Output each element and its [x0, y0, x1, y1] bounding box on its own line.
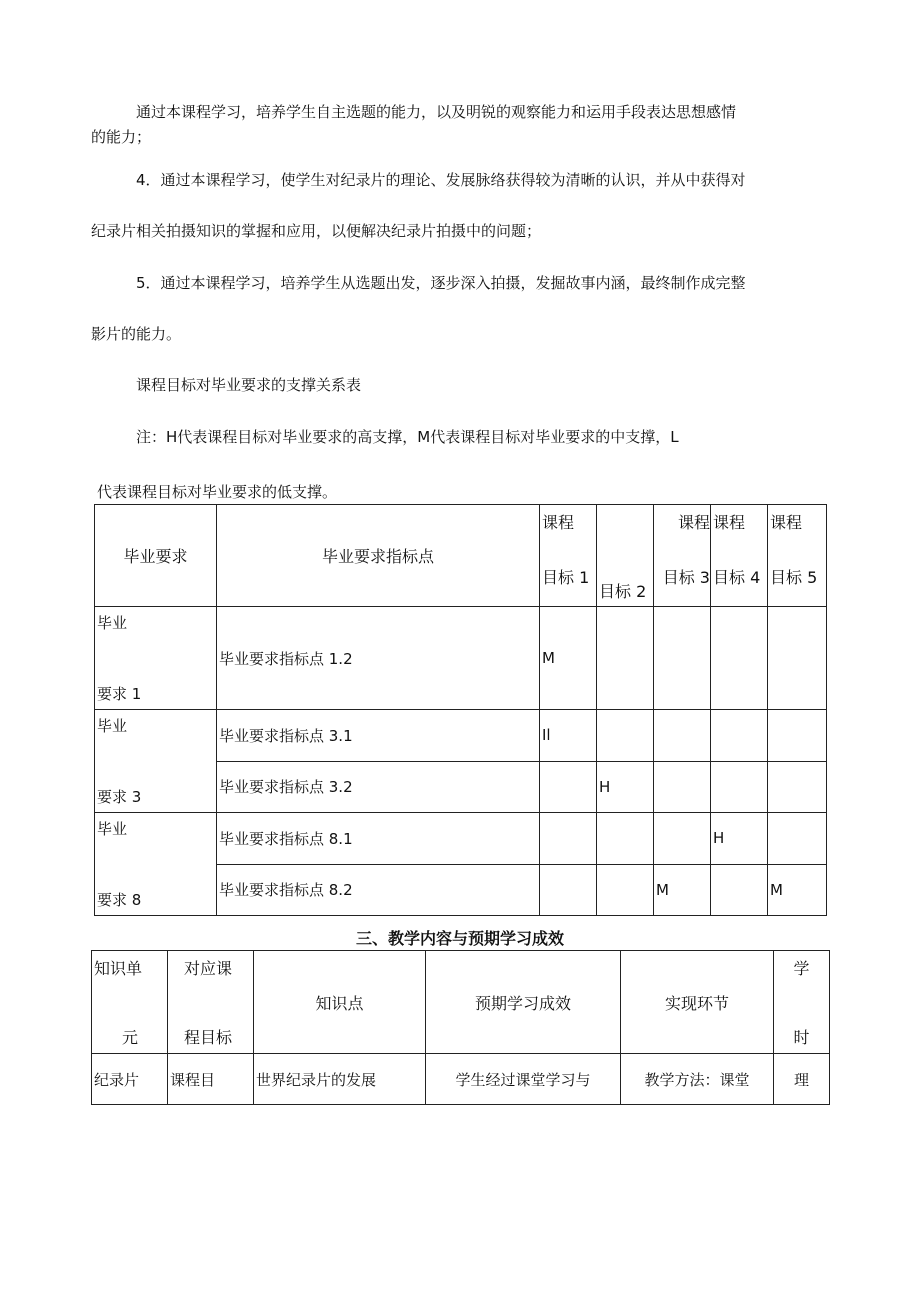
goal-2-cell: H — [597, 761, 654, 813]
indicator-cell: 毕业要求指标点 8.2 — [217, 864, 540, 916]
header-hours — [774, 951, 830, 1054]
goal-2-cell — [597, 710, 654, 762]
indicator-cell: 毕业要求指标点 8.1 — [217, 813, 540, 865]
header-goal-4-top: 课程 — [713, 512, 746, 532]
header-goal-5-bottom: 目标 5 — [770, 567, 818, 587]
goal-1-cell — [540, 761, 597, 813]
indicator-cell: 毕业要求指标点 1.2 — [217, 607, 540, 710]
indicator-cell: 毕业要求指标点 3.1 — [217, 710, 540, 762]
goal-5-cell: M — [768, 864, 827, 916]
goal-2-cell — [597, 607, 654, 710]
goal-4-cell — [711, 864, 768, 916]
requirement-label-bottom: 要求 8 — [97, 891, 142, 909]
goal-1-cell — [540, 813, 597, 865]
header-goal-3 — [654, 505, 711, 607]
goal-2-cell — [597, 813, 654, 865]
implementation-cell: 教学方法：课堂 — [621, 1054, 774, 1105]
section-3-title: 三、教学内容与预期学习成效 — [355, 929, 564, 948]
header-implementation: 实现环节 — [621, 951, 774, 1054]
header-course-goal-bottom: 程目标 — [184, 1028, 233, 1047]
header-indicator: 毕业要求指标点 — [217, 505, 540, 607]
header-goal-3-top: 课程 — [677, 512, 710, 532]
header-goal-5-top: 课程 — [770, 512, 803, 532]
requirement-label-top: 毕业 — [97, 614, 128, 632]
goal-1-cell: Il — [540, 710, 597, 762]
requirement-label-bottom: 要求 3 — [97, 788, 142, 806]
table-row — [95, 710, 827, 762]
content-table-header-row — [92, 951, 830, 1054]
knowledge-point-cell: 世界纪录片的发展 — [254, 1054, 426, 1105]
goal-3-cell: M — [654, 864, 711, 916]
note-line-1: 注：H代表课程目标对毕业要求的高支撑，M代表课程目标对毕业要求的中支撑，L — [136, 428, 679, 446]
graduation-requirement-cell — [95, 710, 217, 813]
header-goal-1-bottom: 目标 1 — [542, 567, 590, 587]
goal-3-cell — [654, 813, 711, 865]
course-goal-cell: 课程目 — [168, 1054, 254, 1105]
teaching-content-table — [91, 950, 830, 1105]
goal-4-cell — [711, 607, 768, 710]
graduation-requirement-cell — [95, 607, 217, 710]
support-table-header-row — [95, 505, 827, 607]
paragraph-5-line-1: 5．通过本课程学习，培养学生从选题出发，逐步深入拍摄，发掘故事内涵，最终制作成完整 — [136, 274, 746, 292]
goal-1-cell — [540, 864, 597, 916]
paragraph-3-line-2: 的能力； — [91, 128, 152, 146]
header-hours-top: 学 — [793, 959, 810, 978]
paragraph-4-line-1: 4．通过本课程学习，使学生对纪录片的理论、发展脉络获得较为清晰的认识，并从中获得对 — [136, 171, 746, 189]
requirement-label-top: 毕业 — [97, 717, 128, 735]
goal-4-cell — [711, 710, 768, 762]
hours-cell: 理 — [774, 1054, 830, 1105]
table-row — [92, 1054, 830, 1105]
header-hours-bottom: 时 — [793, 1028, 810, 1047]
graduation-requirement-cell — [95, 813, 217, 916]
table-caption: 课程目标对毕业要求的支撑关系表 — [136, 376, 362, 394]
goal-5-cell — [768, 813, 827, 865]
header-goal-3-bottom: 目标 3 — [662, 567, 710, 587]
paragraph-4-line-2: 纪录片相关拍摄知识的掌握和应用，以便解决纪录片拍摄中的问题； — [91, 222, 542, 240]
requirement-label-top: 毕业 — [97, 820, 128, 838]
header-course-goal-top: 对应课 — [184, 959, 233, 978]
table-row — [95, 607, 827, 710]
goal-3-cell — [654, 607, 711, 710]
header-course-goal — [168, 951, 254, 1054]
requirement-label-bottom: 要求 1 — [97, 685, 142, 703]
goal-3-cell — [654, 710, 711, 762]
header-goal-4 — [711, 505, 768, 607]
goal-1-cell: M — [540, 607, 597, 710]
header-expected-outcome: 预期学习成效 — [426, 951, 621, 1054]
support-relationship-table — [94, 504, 827, 916]
goal-5-cell — [768, 761, 827, 813]
indicator-cell: 毕业要求指标点 3.2 — [217, 761, 540, 813]
paragraph-5-line-2: 影片的能力。 — [91, 325, 182, 343]
header-goal-1-top: 课程 — [542, 512, 575, 532]
header-goal-2-bottom: 目标 2 — [599, 581, 647, 601]
note-line-2: 代表课程目标对毕业要求的低支撑。 — [97, 483, 338, 501]
expected-outcome-cell: 学生经过课堂学习与 — [426, 1054, 621, 1105]
paragraph-3-line-1: 通过本课程学习，培养学生自主选题的能力，以及明锐的观察能力和运用手段表达思想感情 — [136, 103, 737, 121]
goal-5-cell — [768, 607, 827, 710]
header-graduation-requirement: 毕业要求 — [95, 505, 217, 607]
header-knowledge-unit-bottom: 元 — [122, 1028, 139, 1047]
header-knowledge-unit — [92, 951, 168, 1054]
header-goal-5 — [768, 505, 827, 607]
header-knowledge-point: 知识点 — [254, 951, 426, 1054]
goal-3-cell — [654, 761, 711, 813]
header-goal-2 — [597, 505, 654, 607]
header-goal-4-bottom: 目标 4 — [713, 567, 761, 587]
goal-4-cell: H — [711, 813, 768, 865]
goal-2-cell — [597, 864, 654, 916]
header-goal-1 — [540, 505, 597, 607]
knowledge-unit-cell: 纪录片 — [92, 1054, 168, 1105]
header-knowledge-unit-top: 知识单 — [94, 959, 143, 978]
goal-5-cell — [768, 710, 827, 762]
goal-4-cell — [711, 761, 768, 813]
table-row — [95, 813, 827, 865]
